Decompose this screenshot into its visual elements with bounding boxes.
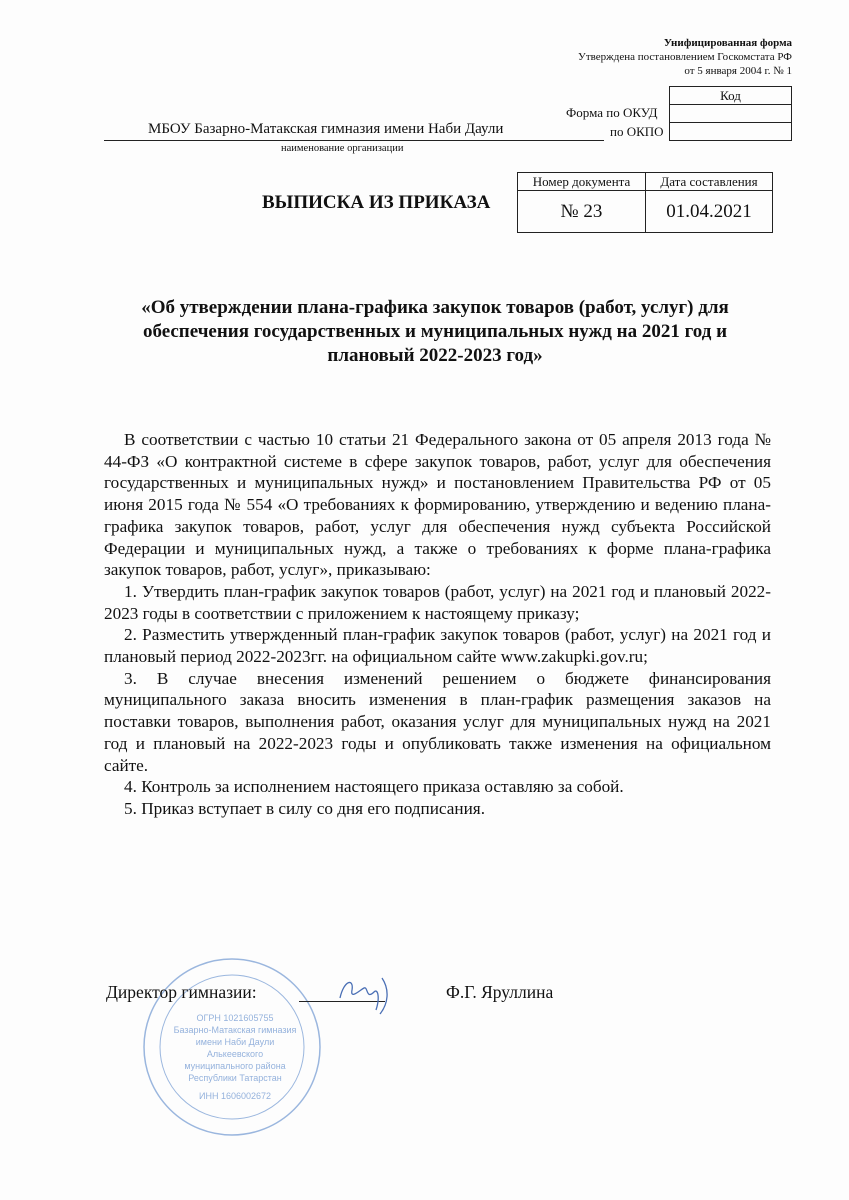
organization-underline bbox=[104, 140, 604, 141]
stamp-line: Республики Татарстан bbox=[188, 1073, 282, 1083]
order-subject: «Об утверждении плана-графика закупок товаров (работ, услуг) для обеспечения государственных и муниципальных нужд на 2021 год и плановый 2022-2023 год» bbox=[141, 297, 729, 366]
stamp-line: ОГРН 1021605755 bbox=[196, 1013, 274, 1023]
date-header: Дата составления bbox=[646, 173, 773, 191]
form-type: Унифицированная форма bbox=[663, 37, 792, 49]
doc-number-table bbox=[517, 172, 773, 233]
stamp-line: муниципального района bbox=[184, 1061, 286, 1071]
organization-caption: наименование организации bbox=[281, 143, 404, 154]
clause-1: 1. Утвердить план-график закупок товаров (работ, услуг) на 2021 год и плановый 2022-2023 годы в соответствии с приложением к настоящему приказу; bbox=[104, 581, 771, 623]
number-header: Номер документа bbox=[518, 173, 646, 191]
doc-number: № 23 bbox=[518, 191, 646, 233]
handwritten-signature bbox=[330, 970, 400, 1020]
okud-cell bbox=[670, 105, 792, 123]
stamp-line: Базарно-Матакская гимназия bbox=[173, 1025, 297, 1035]
okud-label: Форма по ОКУД bbox=[566, 105, 658, 120]
stamp-line: Алькеевского bbox=[206, 1049, 264, 1059]
okpo-cell bbox=[670, 123, 792, 141]
order-body bbox=[104, 429, 771, 820]
doc-date: 01.04.2021 bbox=[646, 191, 773, 233]
signatory-name: Ф.Г. Яруллина bbox=[446, 982, 554, 1002]
doc-title: ВЫПИСКА ИЗ ПРИКАЗА bbox=[262, 192, 491, 213]
code-table bbox=[669, 86, 792, 141]
organization-name: МБОУ Базарно-Матакская гимназия имени Наби Даули bbox=[148, 121, 504, 137]
code-header: Код bbox=[670, 87, 792, 105]
clause-3: 3. В случае внесения изменений решением о бюджете финансирования муниципального заказа вносить изменения в план-график размещения заказов на поставки товаров, выполнения работ, оказания услуг для муниципальных нужд на 2021 год и плановый на 2022-2023 годы и опубликовать также изменения на официальном сайте. bbox=[104, 668, 771, 775]
stamp-line: ИНН 1606002672 bbox=[198, 1091, 272, 1101]
preamble: В соответствии с частью 10 статьи 21 Федерального закона от 05 апреля 2013 года № 44-ФЗ «О контрактной системе в сфере закупок товаров, работ, услуг для обеспечения государственных и муниципальных нужд» и постановлением Правительства РФ от 05 июня 2015 года № 554 «О требованиях к формированию, утверждению и ведению плана-графика закупок товаров, работ, услуг для обеспечения нужд субъекта Российской Федерации и муниципальных нужд, а также о требованиях к форме плана-графика закупок товаров, работ, услуг», приказываю: bbox=[104, 430, 771, 580]
approved-date: от 5 января 2004 г. № 1 bbox=[684, 65, 792, 77]
signature-position: Директор гимназии: bbox=[106, 982, 257, 1002]
clause-2: 2. Разместить утвержденный план-график закупок товаров (работ, услуг) на 2021 год и плановый период 2022-2023гг. на официальном сайте www.zakupki.gov.ru; bbox=[104, 625, 771, 667]
clause-4: 4. Контроль за исполнением настоящего приказа оставляю за собой. bbox=[124, 777, 624, 797]
stamp-line: имени Наби Даули bbox=[195, 1037, 275, 1047]
approved-by: Утверждена постановлением Госкомстата РФ bbox=[578, 51, 792, 63]
clause-5: 5. Приказ вступает в силу со дня его подписания. bbox=[124, 798, 485, 818]
okpo-label: по ОКПО bbox=[610, 124, 664, 139]
